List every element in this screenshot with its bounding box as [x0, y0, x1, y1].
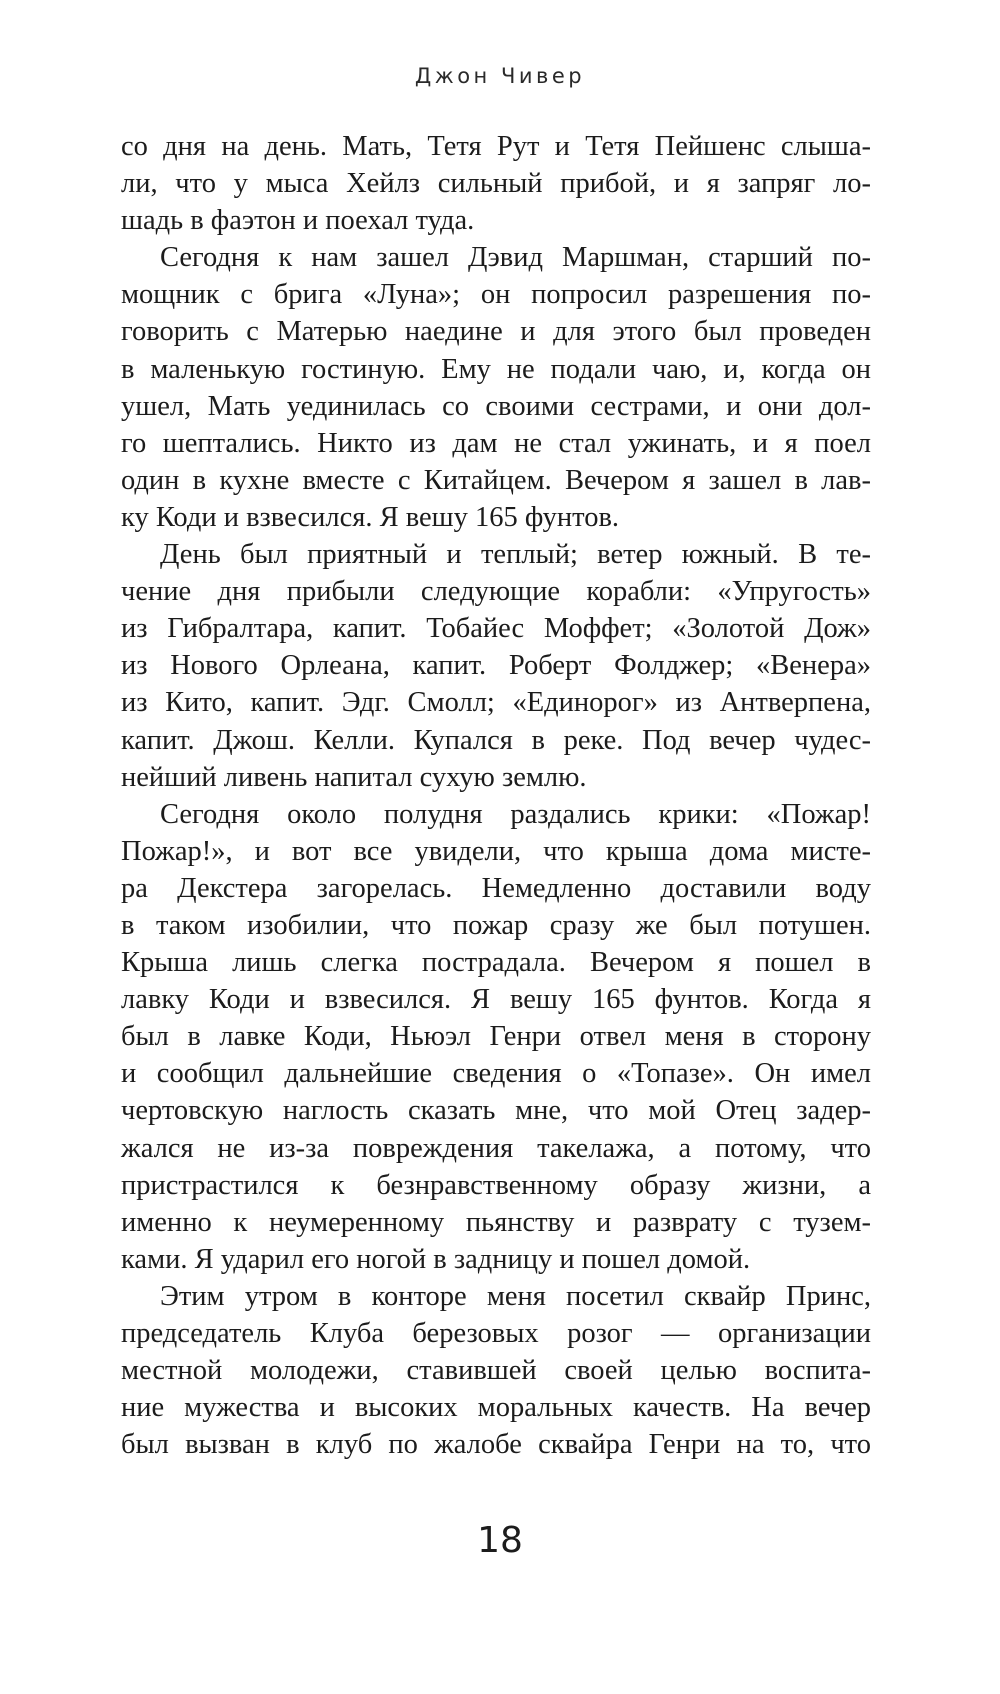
text-line: капит. Джош. Келли. Купался в реке. Под вечер чудес- [121, 724, 871, 756]
text-line: в маленькую гостиную. Ему не подали чаю, и, когда он [121, 353, 871, 385]
text-line: Сегодня около полудня раздались крики: «Пожар! [160, 798, 871, 830]
text-line: говорить с Матерью наедине и для этого был проведен [121, 316, 871, 348]
text-line: председатель Клуба березовых розог — организации [121, 1318, 871, 1349]
text-line: го шептались. Никто из дам не стал ужинать, и я поел [121, 427, 871, 459]
text-line: со дня на день. Мать, Тетя Рут и Тетя Пейшенс слыша- [121, 131, 871, 162]
text-line: именно к неумеренному пьянству и разврату с тузем- [121, 1206, 871, 1238]
text-line: Сегодня к нам зашел Дэвид Маршман, старший по- [160, 242, 871, 274]
text-line: в таком изобилии, что пожар сразу же был потушен. [121, 909, 871, 941]
text-line: Пожар!», и вот все увидели, что крыша дома мисте- [121, 835, 871, 867]
text-line: мощник с брига «Луна»; он попросил разрешения по- [121, 279, 871, 311]
text-line: ку Коди и взвесился. Я вешу 165 фунтов. [121, 501, 620, 533]
text-line: День был приятный и теплый; ветер южный. В те- [160, 539, 871, 571]
text-line: ра Декстера загорелась. Немедленно доставили воду [121, 872, 871, 904]
text-line: нейший ливень напитал сухую землю. [121, 761, 587, 793]
text-line: Крыша лишь слегка пострадала. Вечером я пошел в [121, 947, 871, 979]
text-line: чение дня прибыли следующие корабли: «Упругость» [121, 576, 871, 608]
text-line: из Нового Орлеана, капит. Роберт Фолджер; «Венера» [121, 650, 871, 682]
text-line: был вызван в клуб по жалобе сквайра Генри на то, что [121, 1429, 871, 1461]
text-line: Этим утром в конторе меня посетил сквайр Принс, [160, 1280, 871, 1312]
text-line: и сообщил дальнейшие сведения о «Топазе». Он имел [121, 1058, 871, 1090]
text-line: шадь в фаэтон и поехал туда. [121, 205, 475, 237]
text-line: один в кухне вместе с Китайцем. Вечером я зашел в лав- [121, 464, 871, 496]
text-line: пристрастился к безнравственному образу жизни, а [121, 1169, 871, 1201]
text-line: из Кито, капит. Эдг. Смолл; «Единорог» из Антверпена, [121, 687, 871, 719]
text-line: жался не из-за повреждения такелажа, а потому, что [121, 1132, 871, 1164]
text-line: ние мужества и высоких моральных качеств. На вечер [121, 1392, 871, 1424]
text-line: ли, что у мыса Хейлз сильный прибой, и я запряг ло- [121, 168, 871, 200]
text-line: лавку Коди и взвесился. Я вешу 165 фунтов. Когда я [121, 984, 871, 1016]
text-line: был в лавке Коди, Ньюэл Генри отвел меня в сторону [121, 1021, 871, 1053]
text-line: местной молодежи, ставившей своей целью воспита- [121, 1355, 871, 1387]
body-text [121, 128, 871, 1463]
text-line: ками. Я ударил его ногой в задницу и пошел домой. [121, 1243, 751, 1275]
text-line: ушел, Мать уединилась со своими сестрами, и они дол- [121, 390, 871, 422]
text-line: из Гибралтара, капит. Тобайес Моффет; «Золотой Дож» [121, 613, 871, 645]
running-header: Джон Чивер [414, 64, 586, 88]
page-number: 18 [477, 1520, 523, 1561]
text-line: чертовскую наглость сказать мне, что мой Отец задер- [121, 1095, 871, 1127]
